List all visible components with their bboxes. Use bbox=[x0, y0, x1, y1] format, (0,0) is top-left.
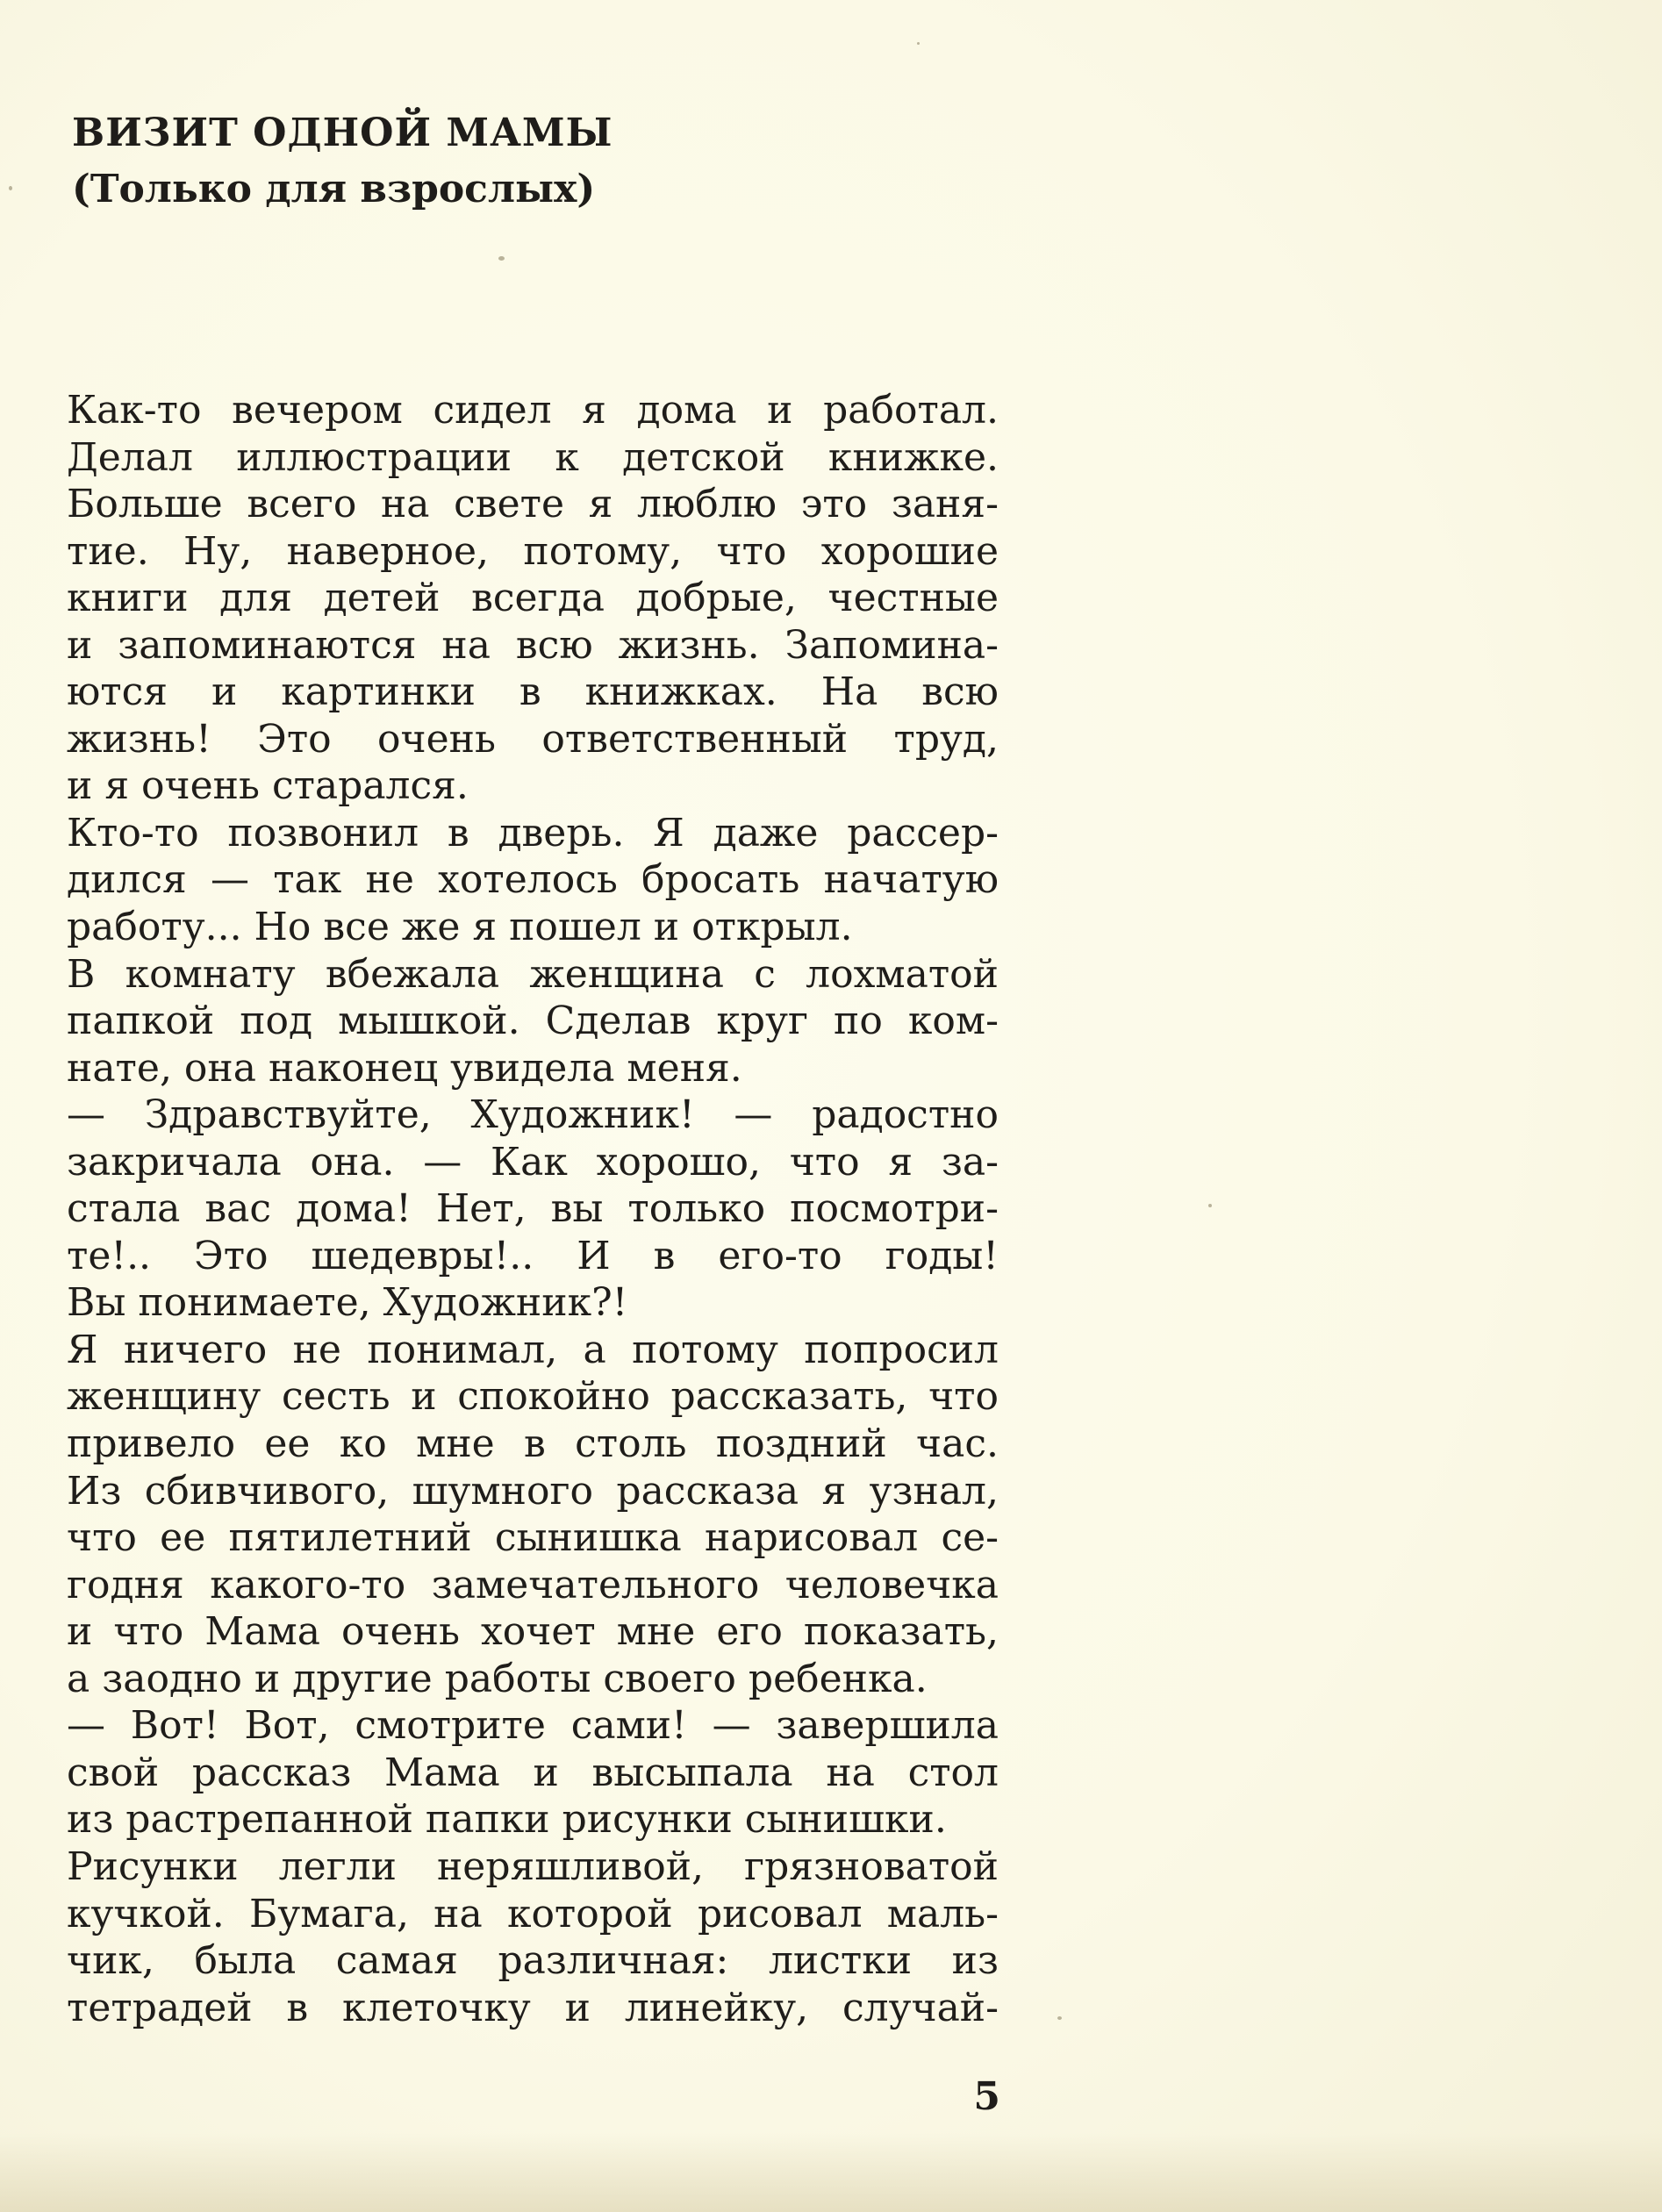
text-line: Кто-то позвонил в дверь. Я даже рассер- bbox=[67, 810, 999, 855]
text-line: и запоминаются на всю жизнь. Запомина- bbox=[67, 622, 999, 668]
text-line: тетрадей в клеточку и линейку, случай- bbox=[67, 1985, 999, 2030]
text-line: — Здравствуйте, Художник! — радостно bbox=[67, 1092, 999, 1138]
text-line: те!.. Это шедевры!.. И в его-то годы! bbox=[67, 1233, 999, 1278]
text-line: — Вот! Вот, смотрите сами! — завершила bbox=[67, 1703, 999, 1749]
text-line: кучкой. Бумага, на которой рисовал маль- bbox=[67, 1891, 999, 1936]
text-line: нате, она наконец увидела меня. bbox=[67, 1045, 742, 1091]
text-line: женщину сесть и спокойно рассказать, что bbox=[67, 1374, 999, 1420]
chapter-subtitle: (Только для взрослых) bbox=[72, 167, 596, 211]
text-line: а заодно и другие работы своего ребенка. bbox=[67, 1656, 928, 1701]
chapter-body bbox=[67, 387, 999, 2031]
text-line: закричала она. — Как хорошо, что я за- bbox=[67, 1139, 999, 1185]
text-line: и я очень старался. bbox=[67, 763, 469, 809]
text-line: дился — так не хотелось бросать начатую bbox=[67, 857, 999, 903]
paper-speck bbox=[498, 256, 505, 261]
text-line: из растрепанной папки рисунки сынишки. bbox=[67, 1797, 947, 1843]
page-number: 5 bbox=[973, 2074, 1000, 2119]
text-line: тие. Ну, наверное, потому, что хорошие bbox=[67, 528, 999, 574]
page-edge-shading bbox=[0, 2133, 1662, 2212]
text-line: что ее пятилетний сынишка нарисовал се- bbox=[67, 1515, 999, 1561]
chapter-title: ВИЗИТ ОДНОЙ МАМЫ bbox=[72, 111, 613, 155]
text-line: чик, была самая различная: листки из bbox=[67, 1938, 999, 1984]
text-line: работу... Но все же я пошел и открыл. bbox=[67, 905, 853, 950]
text-line: Из сбивчивого, шумного рассказа я узнал, bbox=[67, 1468, 999, 1514]
text-line: жизнь! Это очень ответственный труд, bbox=[67, 716, 999, 762]
text-line: и что Мама очень хочет мне его показать, bbox=[67, 1609, 999, 1655]
text-line: стала вас дома! Нет, вы только посмотри- bbox=[67, 1186, 999, 1232]
text-line: Я ничего не понимал, а потому попросил bbox=[67, 1327, 999, 1372]
text-line: привело ее ко мне в столь поздний час. bbox=[67, 1421, 999, 1467]
text-line: свой рассказ Мама и высыпала на стол bbox=[67, 1750, 999, 1795]
text-line: папкой под мышкой. Сделав круг по ком- bbox=[67, 999, 999, 1044]
text-line: В комнату вбежала женщина с лохматой bbox=[67, 951, 999, 997]
text-line: годня какого-то замечательного человечка bbox=[67, 1562, 999, 1607]
text-line: книги для детей всегда добрые, честные bbox=[67, 576, 999, 621]
text-line: Рисунки легли неряшливой, грязноватой bbox=[67, 1843, 999, 1889]
text-line: Больше всего на свете я люблю это заня- bbox=[67, 482, 999, 527]
text-line: Как-то вечером сидел я дома и работал. bbox=[67, 388, 999, 433]
paper-speck bbox=[1057, 2016, 1062, 2020]
text-line: Делал иллюстрации к детской книжке. bbox=[67, 434, 999, 480]
paper-speck bbox=[1208, 1204, 1212, 1207]
text-line: Вы понимаете, Художник?! bbox=[67, 1280, 628, 1326]
text-line: ются и картинки в книжках. На всю bbox=[67, 669, 999, 715]
paper-speck bbox=[917, 42, 920, 45]
paper-speck bbox=[9, 186, 12, 190]
